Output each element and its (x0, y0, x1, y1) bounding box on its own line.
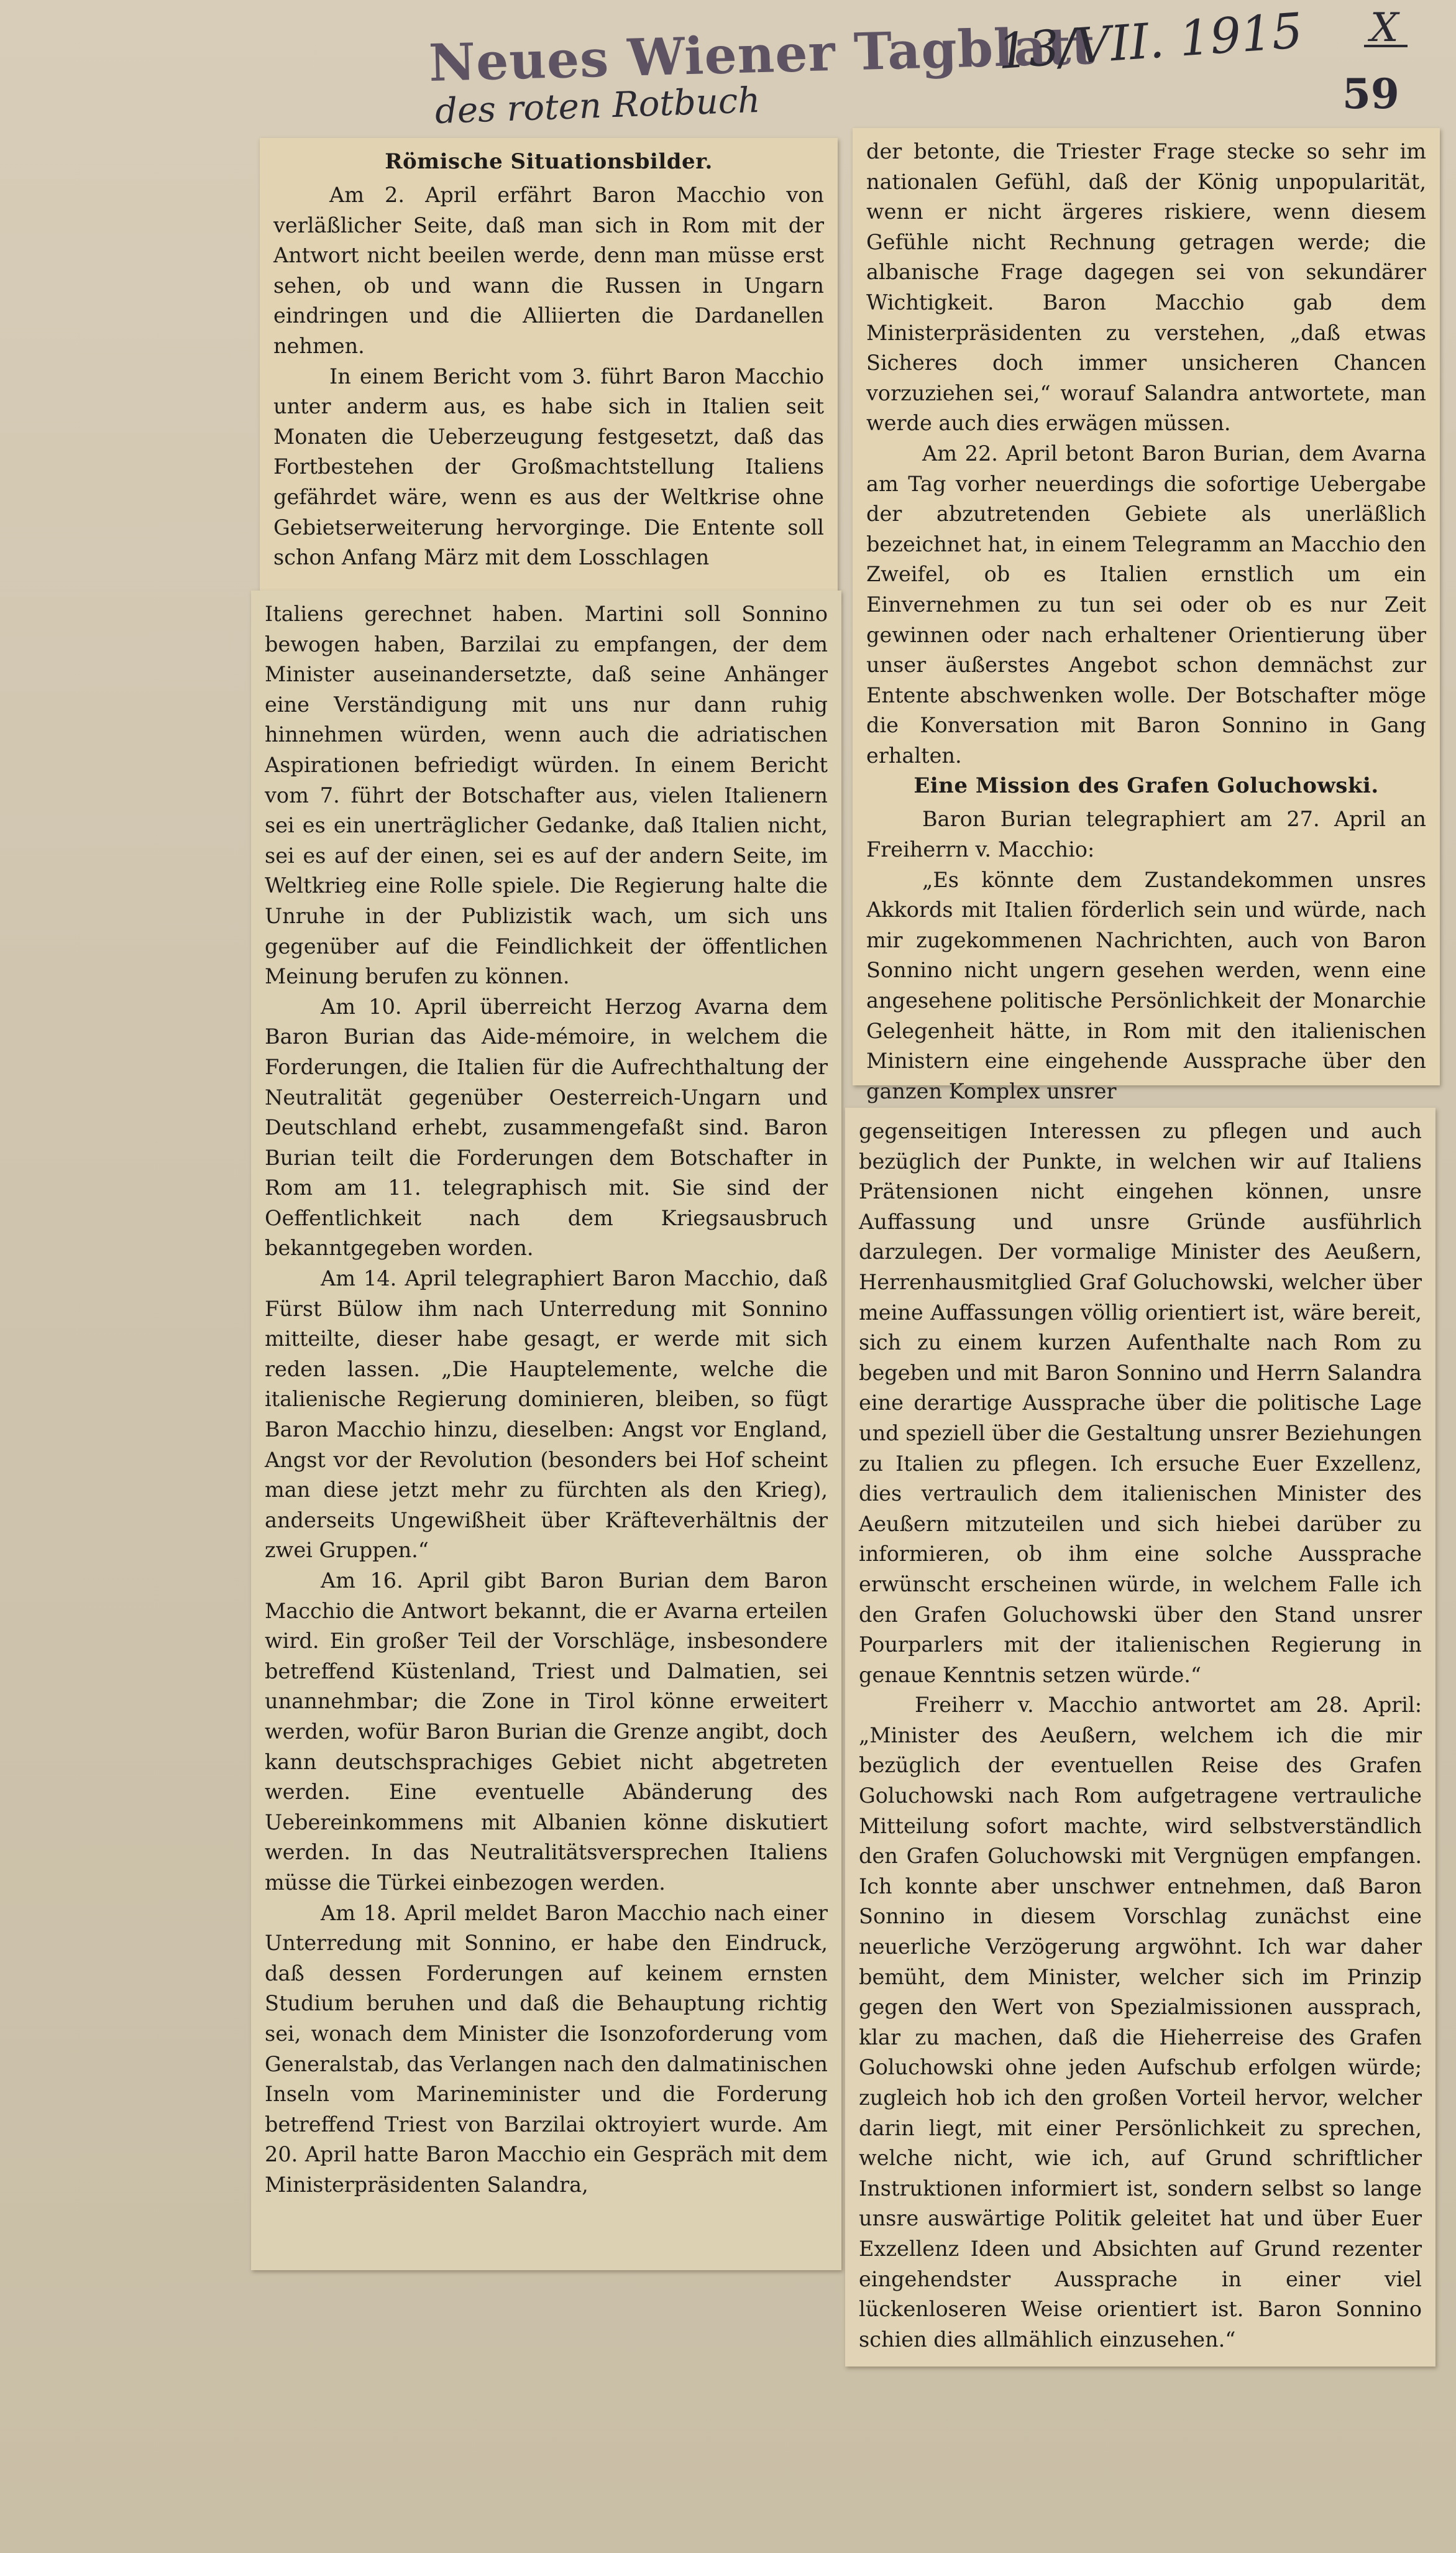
article-paragraph: Freiherr v. Macchio antwortet am 28. April: „Minister des Aeußern, welchem ich die mir bezüglich der eventuellen Reise des Grafen Goluchowski nach Rom aufgetragene vertrauliche Mitteilung sofort machte, wird selbstverständlich den Grafen Goluchowski mit Vergnügen empfangen. Ich konnte aber unschwer entnehmen, daß Baron Sonnino in diesem Vorschlag zunächst eine neuerliche Verzögerung argwöhnt. Ich war daher bemüht, dem Minister, welcher sich im Prinzip gegen den Wert von Spezialmissionen aussprach, klar zu machen, daß die Hieherreise des Grafen Goluchowski ohne jeden Aufschub erfolgen würde; zugleich hob ich den großen Vorteil hervor, welcher darin liegt, mit einer Persönlichkeit zu sprechen, welche nicht, wie ich, auf Grund schriftlicher Instruktionen informiert ist, sondern selbst so lange unsre auswärtige Politik geleitet hat und über Euer Exzellenz Ideen und Absichten auf Grund rezenter eingehendster Aussprache in einer viel lückenloseren Weise orientiert ist. Baron Sonnino schien dies allmählich einzusehen.“ (859, 1693, 1422, 2352)
clipping-right-top (853, 128, 1440, 1103)
article-paragraph: der betonte, die Triester Frage stecke so sehr im nationalen Gefühl, daß der König unpopularität, wenn er nicht ärgeres riskiere, wenn diesem Gefühle nicht Rechnung getragen werde; die albanische Frage dagegen sei von sekundärer Wichtigkeit. Baron Macchio gab dem Ministerpräsidenten zu verstehen, „daß etwas Sicheres doch immer unsicheren Chancen vorzuziehen sei,“ worauf Salandra antwortete, man werde auch dies erwägen müssen. (866, 139, 1426, 436)
clipping-left-column (251, 591, 841, 2270)
article-paragraph: In einem Bericht vom 3. führt Baron Macchio unter anderm aus, es habe sich in Italien seit Monaten die Ueberzeugung festgesetzt, daß das Fortbestehen der Großmachtstellung Italiens gefährdet wäre, wenn es aus der Weltkrise ohne Gebietserweiterung hervorginge. Die Entente soll schon Anfang März mit dem Losschlagen (273, 364, 824, 570)
handwritten-date: 13/VII. 1915 (996, 2, 1305, 81)
article-subheadline: Eine Mission des Grafen Goluchowski. (913, 773, 1379, 799)
handwritten-note: des roten Rotbuch (434, 80, 761, 132)
handwritten-mark: X (1370, 5, 1399, 51)
clipping-situationsbilder (260, 138, 838, 603)
clipping-right-bottom (845, 1108, 1435, 2367)
article-paragraph: Baron Burian telegraphiert am 27. April an Freiherrn v. Macchio: (866, 807, 1426, 862)
article-paragraph: Am 16. April gibt Baron Burian dem Baron Macchio die Antwort bekannt, die er Avarna erteilen wird. Ein großer Teil der Vorschläge, insbesondere betreffend Küstenland, Triest und Dalmatien, sei unannehmbar; die Zone in Tirol könne erweitert werden, wofür Baron Burian die Grenze angibt, doch kann deutschsprachiges Gebiet nicht abgetreten werden. Eine eventuelle Abänderung des Uebereinkommens mit Albanien könne diskutiert werden. In das Neutralitätsversprechen Italiens müsse die Türkei einbezogen werden. (265, 1568, 828, 1895)
article-headline: Römische Situationsbilder. (385, 149, 713, 174)
article-paragraph: gegenseitigen Interessen zu pflegen und auch bezüglich der Punkte, in welchen wir auf Italiens Prätensionen nicht eingehen können, unsre Auffassung und unsre Gründe ausführlich darzulegen. Der vormalige Minister des Aeußern, Herrenhausmitglied Graf Goluchowski, welcher über meine Auffassungen völlig orientiert ist, wäre bereit, sich zu einem kurzen Aufenthalte nach Rom zu begeben und mit Baron Sonnino und Herrn Salandra eine derartige Aussprache über die politische Lage und speziell über die Gestaltung unsrer Beziehungen zu Italien zu pflegen. Ich ersuche Euer Exzellenz, dies vertraulich dem italienischen Minister des Aeußern mitzuteilen und sich hiebei darüber zu informieren, ob ihm eine solche Aussprache erwünscht erscheinen würde, in welchem Falle ich den Grafen Goluchowski über den Stand unsrer Pourparlers mit der italienischen Regierung in genaue Kenntnis setzen würde.“ (859, 1119, 1422, 1687)
article-paragraph: „Es könnte dem Zustandekommen unsres Akkords mit Italien förderlich sein und würde, nach mir zugekommenen Nachrichten, auch von Baron Sonnino nicht ungern gesehen werden, wenn eine angesehene politische Persönlichkeit der Monarchie Gelegenheit hätte, in Rom mit den italienischen Ministern eine eingehende Aussprache über den ganzen Komplex unsrer (866, 867, 1426, 1103)
article-paragraph: Am 22. April betont Baron Burian, dem Avarna am Tag vorher neuerdings die sofortige Uebergabe der abzutretenden Gebiete als unerläßlich bezeichnet hat, in einem Telegramm an Macchio den Zweifel, ob es Italien ernstlich um ein Einvernehmen zu tun sei oder ob es nur Zeit gewinnen oder nach erhaltener Orientierung über unser äußerstes Angebot schon demnächst zur Entente abschwenken wolle. Der Botschafter möge die Konversation mit Baron Sonnino in Gang erhalten. (866, 441, 1426, 768)
article-paragraph: Am 14. April telegraphiert Baron Macchio, daß Fürst Bülow ihm nach Unterredung mit Sonnino mitteilte, dieser habe gesagt, er werde mit sich reden lassen. „Die Hauptelemente, welche die italienische Regierung dominieren, bleiben, so fügt Baron Macchio hinzu, dieselben: Angst vor England, Angst vor der Revolution (besonders bei Hof scheint man diese jetzt mehr zu fürchten als den Krieg), anderseits Ungewißheit über Kräfteverhältnis der zwei Gruppen.“ (265, 1266, 828, 1563)
article-paragraph: Am 2. April erfährt Baron Macchio von verläßlicher Seite, daß man sich in Rom mit der Antwort nicht beeilen werde, denn man müsse erst sehen, ob und wann die Russen in Ungarn eindringen und die Alliierten die Dardanellen nehmen. (273, 183, 824, 358)
article-paragraph: Am 10. April überreicht Herzog Avarna dem Baron Burian das Aide-mémoire, in welchem die Forderungen, die Italien für die Aufrechthaltung der Neutralität gegenüber Oesterreich-Ungarn und Deutschland erhebt, zusammengefaßt sind. Baron Burian teilt die Forderungen dem Botschafter in Rom am 11. telegraphisch mit. Sie sind der Oeffentlichkeit nach dem Kriegsausbruch bekanntgegeben worden. (265, 994, 828, 1261)
newspaper-title: Neues Wiener Tagblatt (428, 16, 1097, 94)
article-paragraph: Italiens gerechnet haben. Martini soll Sonnino bewogen haben, Barzilai zu empfangen, der dem Minister auseinandersetzte, daß seine Anhänger eine Verständigung mit uns nur dann ruhig hinnehmen würden, wenn auch die adriatischen Aspirationen befriedigt würden. In einem Bericht vom 7. führt der Botschafter aus, vielen Italienern sei es ein unerträglicher Gedanke, daß Italien nicht, sei es auf der einen, sei es auf der andern Seite, im Weltkrieg eine Rolle spiele. Die Regierung halte die Unruhe in der Publizistik wach, um sich uns gegenüber auf die Feindlichkeit der öffentlichen Meinung berufen zu können. (265, 602, 828, 989)
page-number: 59 (1342, 70, 1399, 118)
article-paragraph: Am 18. April meldet Baron Macchio nach einer Unterredung mit Sonnino, er habe den Eindruck, daß dessen Forderungen auf keinem ernsten Studium beruhen und daß die Behauptung richtig sei, wonach dem Minister die Isonzoforderung vom Generalstab, das Verlangen nach den dalmatinischen Inseln vom Marineminister und die Forderung betreffend Triest von Barzilai oktroyiert wurde. Am 20. April hatte Baron Macchio ein Gespräch mit dem Ministerpräsidenten Salandra, (265, 1900, 828, 2197)
